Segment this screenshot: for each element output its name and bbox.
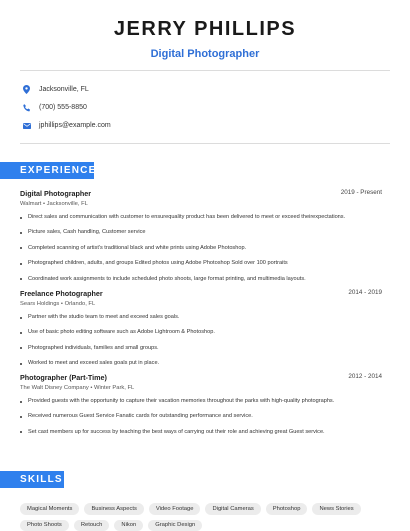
candidate-name: JERRY PHILLIPS — [0, 18, 410, 40]
job-bullets — [20, 314, 382, 376]
location-pin-icon — [22, 85, 31, 94]
job-company: The Walt Disney Company — [20, 385, 89, 391]
job-dates: 2019 - Present — [341, 189, 382, 198]
job-role: Photographer (Part-Time) — [20, 373, 107, 382]
bullet-item: Photographed individuals, families and small groups. — [20, 345, 382, 360]
skill-tag: Photo Shoots — [20, 520, 69, 531]
job-entry — [20, 189, 382, 291]
job-company-line: Walmart • Jacksonville, FL — [20, 201, 382, 207]
job-role: Digital Photographer — [20, 189, 91, 198]
phone-icon — [22, 103, 31, 112]
email-icon — [22, 121, 31, 130]
bullet-item: Photographed children, adults, and groups Edited photos using Adobe Photoshop Sold over 100 portraits — [20, 260, 382, 275]
section-heading-experience: EXPERIENCE — [0, 162, 94, 179]
divider — [20, 143, 390, 144]
job-entry — [20, 373, 382, 444]
job-dates: 2012 - 2014 — [348, 373, 382, 382]
job-location: Orlando, FL — [65, 301, 96, 307]
job-company: Walmart — [20, 201, 41, 207]
job-company-line: The Walt Disney Company • Winter Park, FL — [20, 385, 382, 391]
bullet-item: Received numerous Guest Service Fanatic cards for outstanding performance and service. — [20, 413, 382, 428]
skill-tag: Business Aspects — [84, 503, 143, 515]
job-role: Freelance Photographer — [20, 289, 103, 298]
skill-tag: Video Footage — [149, 503, 201, 515]
job-bullets — [20, 398, 382, 444]
contact-phone — [22, 103, 322, 112]
skill-tag: Photoshop — [266, 503, 308, 515]
bullet-item: Picture sales, Cash handling, Customer service — [20, 229, 382, 244]
job-company: Sears Holdings — [20, 301, 59, 307]
skill-tag: News Stories — [312, 503, 360, 515]
bullet-item: Set cast members up for success by teaching the best ways of carrying out their role and achieving great Guest service. — [20, 429, 382, 444]
job-location: Jacksonville, FL — [47, 201, 88, 207]
section-heading-skills: SKILLS — [0, 471, 64, 488]
bullet-item: Provided guests with the opportunity to capture their vacation memories throughout the parks with high-quality photographs. — [20, 398, 382, 413]
job-bullets — [20, 214, 382, 291]
divider — [20, 70, 390, 71]
bullet-item: Coordinated work assignments to include scheduled photo shoots, large format printing, and multimedia layouts. — [20, 276, 382, 291]
skill-tag: Retouch — [74, 520, 110, 531]
skill-tag: Nikon — [114, 520, 143, 531]
skill-tag: Magical Moments — [20, 503, 79, 515]
skill-tag: Digital Cameras — [205, 503, 260, 515]
job-title: Digital Photographer — [0, 48, 410, 60]
skills-list — [20, 503, 390, 531]
resume-header — [0, 0, 410, 60]
contact-email — [22, 121, 322, 130]
contact-location — [22, 85, 322, 94]
contact-phone-text: (700) 555-8850 — [39, 104, 87, 111]
skill-tag: Graphic Design — [148, 520, 202, 531]
bullet-item: Worked to meet and exceed sales goals put in place. — [20, 360, 382, 375]
bullet-item: Completed scanning of artist's traditional black and white prints using Adobe Photoshop. — [20, 245, 382, 260]
job-location: Winter Park, FL — [94, 385, 134, 391]
bullet-item: Partner with the studio team to meet and exceed sales goals. — [20, 314, 382, 329]
job-dates: 2014 - 2019 — [348, 289, 382, 298]
contact-email-text: jphillips@example.com — [39, 122, 111, 129]
contact-location-text: Jacksonville, FL — [39, 86, 89, 93]
job-company-line: Sears Holdings • Orlando, FL — [20, 301, 382, 307]
bullet-item: Use of basic photo editing software such as Adobe Lightroom & Photoshop. — [20, 329, 382, 344]
bullet-item: Direct sales and communication with customer to ensurequality product has been delivered to meet or exceed theirexpectations. — [20, 214, 382, 229]
job-entry — [20, 289, 382, 376]
